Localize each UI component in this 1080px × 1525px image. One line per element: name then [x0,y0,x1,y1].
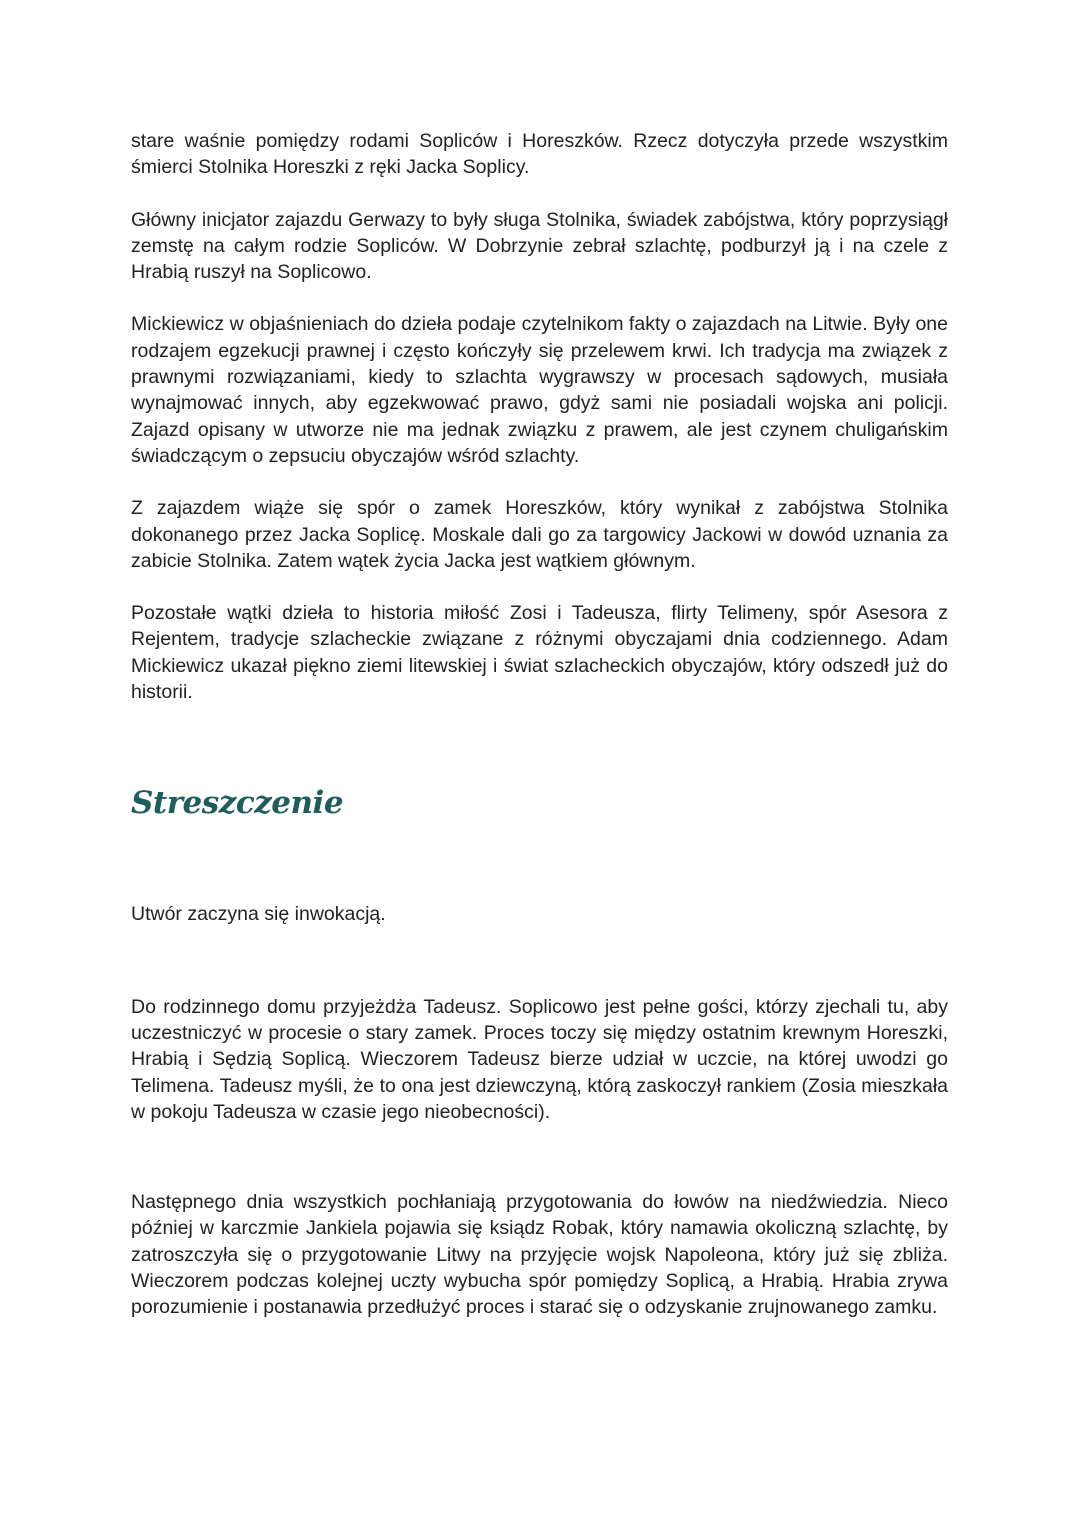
document-page [131,128,948,1321]
paragraph-other-threads: Pozostałe wątki dzieła to historia miłość Zosi i Tadeusza, flirty Telimeny, spór Asesora z Rejentem, tradycje szlacheckie związane z różnymi obyczajami dnia codziennego. Adam Mickiewicz ukazał piękno ziemi litewskiej i świat szlacheckich obyczajów, który odszedł już do historii. [131,602,948,704]
paragraph-next-day: Następnego dnia wszystkich pochłaniają przygotowania do łowów na niedźwiedzia. Nieco później w karczmie Jankiela pojawia się ksiądz Robak, który namawia okoliczną szlachtę, by zatroszczyła się o przygotowanie Litwy na przyjęcie wojsk Napoleona, który już się zbliża. Wieczorem podczas kolejnej uczty wybucha spór pomiędzy Soplicą, a Hrabią. Hrabia zrywa porozumienie i postanawia przedłużyć proces i starać się o odzyskanie zrujnowanego zamku. [131,1191,948,1319]
paragraph-invocation: Utwór zaczyna się inwokacją. [131,903,386,926]
paragraph-castle-dispute: Z zajazdem wiąże się spór o zamek Horeszków, który wynikał z zabójstwa Stolnika dokonanego przez Jacka Soplicę. Moskale dali go za targowicy Jackowi w dowód uznania za zabicie Stolnika. Zatem wątek życia Jacka jest wątkiem głównym. [131,497,948,572]
paragraph-gerwazy: Główny inicjator zajazdu Gerwazy to były sługa Stolnika, świadek zabójstwa, który poprzysiągł zemstę na całym rodzie Sopliców. W Dobrzynie zebrał szlachtę, podburzył ją i na czele z Hrabią ruszył na Soplicowo. [131,208,948,284]
paragraph-tadeusz-arrival: Do rodzinnego domu przyjeżdża Tadeusz. Soplicowo jest pełne gości, którzy zjechali tu, aby uczestniczyć w procesie o stary zamek. Proces toczy się między ostatnim krewnym Horeszki, Hrabią i Sędzią Soplicą. Wieczorem Tadeusz bierze udział w uczcie, na której uwodzi go Telimena. Tadeusz myśli, że to ona jest dziewczyną, którą zaskoczył rankiem (Zosia mieszkała w pokoju Tadeusza w czasie jego nieobecności). [131,995,948,1123]
paragraph-feud: stare waśnie pomiędzy rodami Sopliców i Horeszków. Rzecz dotyczyła przede wszystkim śmierci Stolnika Horeszki z ręki Jacka Soplicy. [131,130,948,179]
section-heading: Streszczenie [131,785,344,822]
paragraph-zajazdy: Mickiewicz w objaśnieniach do dzieła podaje czytelnikom fakty o zajazdach na Litwie. Były one rodzajem egzekucji prawnej i często kończyły się przelewem krwi. Ich tradycja ma związek z prawnymi rozwiązaniami, kiedy to szlachta wygrawszy w procesach sądowych, musiała wynajmować innych, aby egzekwować prawo, gdyż sami nie posiadali wojska ani policji. Zajazd opisany w utworze nie ma jednak związku z prawem, ale jest czynem chuligańskim świadczącym o zepsuciu obyczajów wśród szlachty. [131,313,948,467]
